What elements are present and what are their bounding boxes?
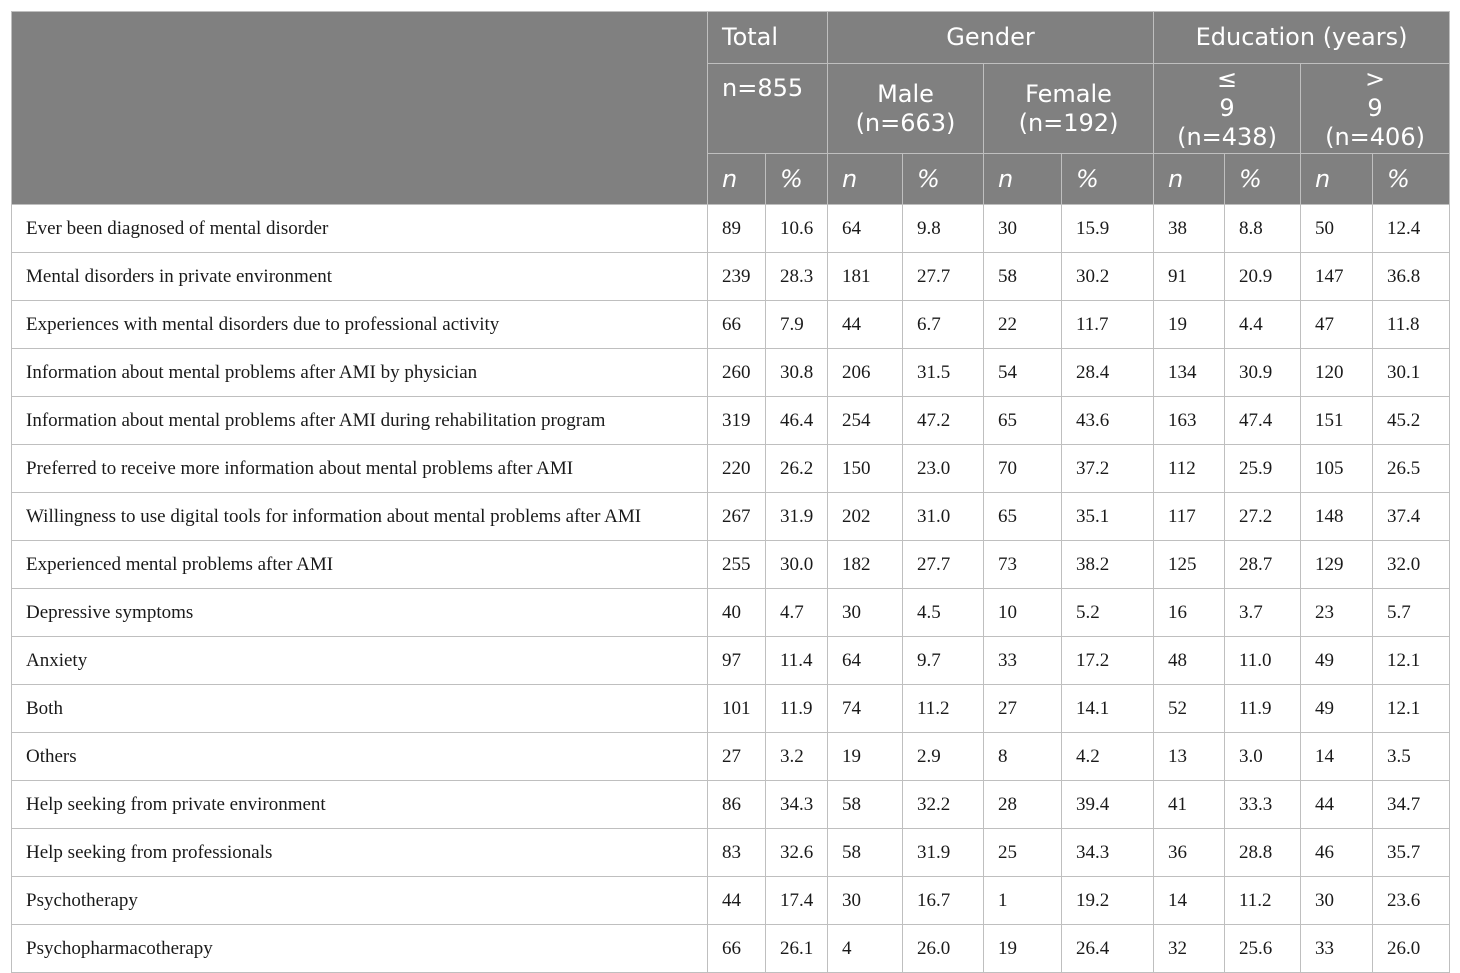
- cell-female-n: 65: [984, 493, 1062, 541]
- cell-male-n: 58: [828, 829, 903, 877]
- cell-edu-high-pct: 32.0: [1373, 541, 1450, 589]
- cell-total-n: 255: [708, 541, 766, 589]
- cell-female-n: 25: [984, 829, 1062, 877]
- cell-edu-high-pct: 23.6: [1373, 877, 1450, 925]
- table-row: [12, 781, 1450, 829]
- cell-total-pct: 11.4: [766, 637, 828, 685]
- cell-female-pct: 38.2: [1062, 541, 1154, 589]
- header-male-line1: Male: [877, 79, 934, 108]
- cell-total-n: 319: [708, 397, 766, 445]
- cell-total-n: 40: [708, 589, 766, 637]
- cell-total-pct: 3.2: [766, 733, 828, 781]
- cell-total-n: 86: [708, 781, 766, 829]
- cell-female-n: 65: [984, 397, 1062, 445]
- cell-edu-high-pct: 3.5: [1373, 733, 1450, 781]
- cell-edu-low-pct: 28.7: [1225, 541, 1301, 589]
- cell-total-pct: 11.9: [766, 685, 828, 733]
- cell-male-pct: 31.5: [903, 349, 984, 397]
- header-total: Total: [708, 12, 828, 64]
- header-female-line2: (n=192): [1018, 108, 1119, 137]
- cell-edu-low-n: 14: [1154, 877, 1225, 925]
- cell-female-n: 70: [984, 445, 1062, 493]
- cell-male-pct: 9.8: [903, 205, 984, 253]
- cell-male-pct: 31.0: [903, 493, 984, 541]
- cell-total-pct: 34.3: [766, 781, 828, 829]
- cell-total-n: 267: [708, 493, 766, 541]
- cell-total-n: 44: [708, 877, 766, 925]
- cell-total-pct: 46.4: [766, 397, 828, 445]
- cell-total-pct: 7.9: [766, 301, 828, 349]
- cell-female-n: 19: [984, 925, 1062, 973]
- cell-male-n: 4: [828, 925, 903, 973]
- cell-total-n: 97: [708, 637, 766, 685]
- table-row: [12, 301, 1450, 349]
- cell-male-pct: 27.7: [903, 541, 984, 589]
- cell-male-n: 206: [828, 349, 903, 397]
- cell-edu-high-n: 14: [1301, 733, 1373, 781]
- row-label: Experienced mental problems after AMI: [12, 541, 708, 589]
- row-label: Experiences with mental disorders due to professional activity: [12, 301, 708, 349]
- header-male-line2: (n=663): [855, 108, 956, 137]
- cell-edu-low-pct: 47.4: [1225, 397, 1301, 445]
- table-header: [12, 12, 1450, 205]
- cell-male-pct: 4.5: [903, 589, 984, 637]
- header-total-n: n=855: [708, 64, 828, 154]
- table-row: [12, 349, 1450, 397]
- cell-edu-high-n: 129: [1301, 541, 1373, 589]
- row-label: Both: [12, 685, 708, 733]
- cell-edu-low-n: 117: [1154, 493, 1225, 541]
- cell-edu-low-n: 48: [1154, 637, 1225, 685]
- header-edu-high-pct-col: %: [1373, 154, 1450, 205]
- cell-edu-high-n: 33: [1301, 925, 1373, 973]
- table-body: [12, 205, 1450, 973]
- cell-edu-low-n: 163: [1154, 397, 1225, 445]
- cell-male-pct: 9.7: [903, 637, 984, 685]
- cell-edu-low-n: 13: [1154, 733, 1225, 781]
- table-row: [12, 925, 1450, 973]
- cell-female-n: 58: [984, 253, 1062, 301]
- cell-total-pct: 28.3: [766, 253, 828, 301]
- cell-female-pct: 5.2: [1062, 589, 1154, 637]
- header-education: Education (years): [1154, 12, 1450, 64]
- table-row: [12, 397, 1450, 445]
- cell-edu-low-pct: 8.8: [1225, 205, 1301, 253]
- cell-female-pct: 35.1: [1062, 493, 1154, 541]
- cell-edu-low-pct: 25.6: [1225, 925, 1301, 973]
- row-label: Psychotherapy: [12, 877, 708, 925]
- cell-total-pct: 26.2: [766, 445, 828, 493]
- cell-female-pct: 19.2: [1062, 877, 1154, 925]
- cell-total-pct: 17.4: [766, 877, 828, 925]
- cell-female-n: 27: [984, 685, 1062, 733]
- cell-edu-low-n: 112: [1154, 445, 1225, 493]
- cell-edu-low-pct: 4.4: [1225, 301, 1301, 349]
- cell-edu-high-pct: 35.7: [1373, 829, 1450, 877]
- cell-female-n: 10: [984, 589, 1062, 637]
- cell-total-n: 89: [708, 205, 766, 253]
- cell-edu-low-n: 19: [1154, 301, 1225, 349]
- header-edu-low-n-col: n: [1154, 154, 1225, 205]
- header-male: [828, 64, 984, 154]
- cell-female-n: 22: [984, 301, 1062, 349]
- cell-male-n: 58: [828, 781, 903, 829]
- cell-edu-high-pct: 5.7: [1373, 589, 1450, 637]
- cell-total-n: 66: [708, 925, 766, 973]
- cell-male-n: 202: [828, 493, 903, 541]
- cell-male-n: 64: [828, 205, 903, 253]
- cell-total-pct: 30.0: [766, 541, 828, 589]
- cell-female-pct: 43.6: [1062, 397, 1154, 445]
- cell-edu-low-pct: 11.2: [1225, 877, 1301, 925]
- cell-female-pct: 28.4: [1062, 349, 1154, 397]
- cell-edu-high-n: 120: [1301, 349, 1373, 397]
- cell-edu-high-n: 44: [1301, 781, 1373, 829]
- cell-male-n: 30: [828, 877, 903, 925]
- header-edu-high-n-col: n: [1301, 154, 1373, 205]
- cell-male-n: 74: [828, 685, 903, 733]
- cell-edu-low-pct: 20.9: [1225, 253, 1301, 301]
- cell-edu-low-pct: 3.7: [1225, 589, 1301, 637]
- cell-edu-low-pct: 33.3: [1225, 781, 1301, 829]
- table-row: [12, 205, 1450, 253]
- cell-female-n: 1: [984, 877, 1062, 925]
- cell-female-pct: 39.4: [1062, 781, 1154, 829]
- cell-edu-low-n: 38: [1154, 205, 1225, 253]
- cell-edu-high-pct: 26.5: [1373, 445, 1450, 493]
- cell-edu-high-pct: 30.1: [1373, 349, 1450, 397]
- cell-edu-low-pct: 3.0: [1225, 733, 1301, 781]
- cell-male-n: 44: [828, 301, 903, 349]
- header-male-n-col: n: [828, 154, 903, 205]
- header-edu-high-line2: 9 (n=406): [1325, 94, 1425, 151]
- table-row: [12, 685, 1450, 733]
- row-label: Ever been diagnosed of mental disorder: [12, 205, 708, 253]
- row-label: Depressive symptoms: [12, 589, 708, 637]
- table-row: [12, 877, 1450, 925]
- row-label: Information about mental problems after AMI during rehabilitation program: [12, 397, 708, 445]
- cell-edu-high-pct: 37.4: [1373, 493, 1450, 541]
- table-row: [12, 733, 1450, 781]
- cell-male-n: 30: [828, 589, 903, 637]
- cell-female-n: 28: [984, 781, 1062, 829]
- cell-edu-low-n: 16: [1154, 589, 1225, 637]
- cell-edu-high-pct: 12.4: [1373, 205, 1450, 253]
- cell-female-n: 33: [984, 637, 1062, 685]
- cell-total-n: 101: [708, 685, 766, 733]
- header-female: [984, 64, 1154, 154]
- cell-total-n: 239: [708, 253, 766, 301]
- table-row: [12, 445, 1450, 493]
- cell-female-pct: 17.2: [1062, 637, 1154, 685]
- cell-male-n: 19: [828, 733, 903, 781]
- cell-total-pct: 32.6: [766, 829, 828, 877]
- header-gender: Gender: [828, 12, 1154, 64]
- cell-total-n: 83: [708, 829, 766, 877]
- cell-edu-high-n: 147: [1301, 253, 1373, 301]
- cell-male-n: 182: [828, 541, 903, 589]
- cell-male-n: 181: [828, 253, 903, 301]
- header-edu-low-pct-col: %: [1225, 154, 1301, 205]
- cell-male-n: 254: [828, 397, 903, 445]
- cell-edu-high-n: 49: [1301, 685, 1373, 733]
- cell-edu-low-pct: 27.2: [1225, 493, 1301, 541]
- cell-edu-high-pct: 12.1: [1373, 685, 1450, 733]
- cell-male-pct: 16.7: [903, 877, 984, 925]
- row-label: Willingness to use digital tools for information about mental problems after AMI: [12, 493, 708, 541]
- cell-total-n: 27: [708, 733, 766, 781]
- cell-edu-high-n: 46: [1301, 829, 1373, 877]
- cell-edu-low-n: 91: [1154, 253, 1225, 301]
- cell-edu-low-n: 41: [1154, 781, 1225, 829]
- cell-male-pct: 32.2: [903, 781, 984, 829]
- cell-male-pct: 6.7: [903, 301, 984, 349]
- header-edu-low-line1: ≤: [1216, 65, 1238, 93]
- header-total-pct-col: %: [766, 154, 828, 205]
- table-row: [12, 637, 1450, 685]
- cell-total-pct: 31.9: [766, 493, 828, 541]
- row-label: Mental disorders in private environment: [12, 253, 708, 301]
- cell-male-pct: 11.2: [903, 685, 984, 733]
- header-male-pct-col: %: [903, 154, 984, 205]
- cell-edu-low-n: 52: [1154, 685, 1225, 733]
- cell-edu-low-pct: 28.8: [1225, 829, 1301, 877]
- cell-total-pct: 10.6: [766, 205, 828, 253]
- cell-female-n: 73: [984, 541, 1062, 589]
- cell-total-n: 260: [708, 349, 766, 397]
- table-row: [12, 829, 1450, 877]
- cell-edu-high-n: 47: [1301, 301, 1373, 349]
- cell-edu-high-pct: 26.0: [1373, 925, 1450, 973]
- cell-female-pct: 11.7: [1062, 301, 1154, 349]
- header-female-n-col: n: [984, 154, 1062, 205]
- cell-female-pct: 34.3: [1062, 829, 1154, 877]
- cell-edu-high-n: 105: [1301, 445, 1373, 493]
- cell-edu-high-n: 30: [1301, 877, 1373, 925]
- cell-total-pct: 4.7: [766, 589, 828, 637]
- cell-male-n: 64: [828, 637, 903, 685]
- cell-edu-high-n: 49: [1301, 637, 1373, 685]
- row-label: Psychopharmacotherapy: [12, 925, 708, 973]
- cell-edu-low-pct: 11.0: [1225, 637, 1301, 685]
- cell-female-pct: 26.4: [1062, 925, 1154, 973]
- cell-male-pct: 47.2: [903, 397, 984, 445]
- cell-total-n: 220: [708, 445, 766, 493]
- cell-female-pct: 30.2: [1062, 253, 1154, 301]
- cell-edu-high-pct: 12.1: [1373, 637, 1450, 685]
- header-row-groups: [12, 12, 1450, 64]
- header-total-n-col: n: [708, 154, 766, 205]
- cell-edu-high-n: 23: [1301, 589, 1373, 637]
- header-edu-high: [1301, 64, 1450, 154]
- cell-edu-high-pct: 11.8: [1373, 301, 1450, 349]
- cell-edu-low-pct: 25.9: [1225, 445, 1301, 493]
- row-label: Others: [12, 733, 708, 781]
- cell-edu-low-pct: 30.9: [1225, 349, 1301, 397]
- data-table-container: [11, 11, 1449, 973]
- table-row: [12, 589, 1450, 637]
- row-label: Help seeking from private environment: [12, 781, 708, 829]
- row-label: Anxiety: [12, 637, 708, 685]
- cell-female-pct: 15.9: [1062, 205, 1154, 253]
- table-row: [12, 541, 1450, 589]
- cell-edu-low-n: 125: [1154, 541, 1225, 589]
- mental-health-table: [11, 11, 1450, 973]
- row-label: Information about mental problems after AMI by physician: [12, 349, 708, 397]
- cell-edu-low-n: 36: [1154, 829, 1225, 877]
- cell-edu-high-pct: 36.8: [1373, 253, 1450, 301]
- cell-male-pct: 26.0: [903, 925, 984, 973]
- row-label: Help seeking from professionals: [12, 829, 708, 877]
- table-row: [12, 493, 1450, 541]
- header-female-line1: Female: [1025, 79, 1112, 108]
- cell-female-pct: 37.2: [1062, 445, 1154, 493]
- cell-male-n: 150: [828, 445, 903, 493]
- header-edu-low-line2: 9 (n=438): [1177, 94, 1277, 151]
- cell-total-pct: 30.8: [766, 349, 828, 397]
- header-female-pct-col: %: [1062, 154, 1154, 205]
- cell-edu-low-pct: 11.9: [1225, 685, 1301, 733]
- header-edu-high-line1: >: [1364, 65, 1386, 93]
- row-label: Preferred to receive more information about mental problems after AMI: [12, 445, 708, 493]
- header-empty-cell: [12, 12, 708, 205]
- cell-male-pct: 23.0: [903, 445, 984, 493]
- cell-edu-high-n: 148: [1301, 493, 1373, 541]
- cell-edu-high-n: 50: [1301, 205, 1373, 253]
- header-edu-low: [1154, 64, 1301, 154]
- cell-male-pct: 31.9: [903, 829, 984, 877]
- cell-edu-low-n: 134: [1154, 349, 1225, 397]
- cell-total-n: 66: [708, 301, 766, 349]
- cell-male-pct: 2.9: [903, 733, 984, 781]
- cell-female-n: 30: [984, 205, 1062, 253]
- cell-female-n: 8: [984, 733, 1062, 781]
- cell-female-n: 54: [984, 349, 1062, 397]
- cell-edu-high-n: 151: [1301, 397, 1373, 445]
- cell-male-pct: 27.7: [903, 253, 984, 301]
- cell-total-pct: 26.1: [766, 925, 828, 973]
- cell-female-pct: 14.1: [1062, 685, 1154, 733]
- table-row: [12, 253, 1450, 301]
- cell-edu-low-n: 32: [1154, 925, 1225, 973]
- cell-female-pct: 4.2: [1062, 733, 1154, 781]
- cell-edu-high-pct: 45.2: [1373, 397, 1450, 445]
- cell-edu-high-pct: 34.7: [1373, 781, 1450, 829]
